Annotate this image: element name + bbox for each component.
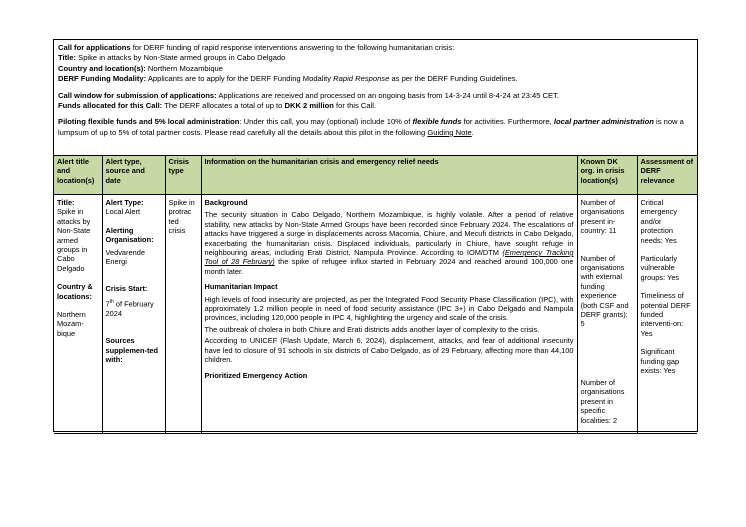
call-document [53,39,698,432]
cell-known-orgs [577,195,637,434]
impact-heading: Humanitarian Impact [204,282,278,292]
background-text-end: the spike of refugee influx started in February 2024 and reached around 100,000 one month later. [204,257,574,276]
header-alert-type: Alert type, source and date [102,156,165,195]
title-value: Spike in attacks by Non-State armed groups in Cabo Delgado [76,53,286,63]
country-label: Country & locations: [57,282,93,301]
modality-label: DERF Funding Modality: [58,74,147,84]
window-label: Call window for submission of applications: [58,90,217,100]
assessment-timeliness: Timeliness of potential DERF funded interventi-on: Yes [640,291,691,338]
action-heading: Prioritized Emergency Action [204,370,308,380]
alerting-org-value: Vedvarende Energi [105,247,145,267]
country-line [58,64,693,74]
title-line [58,53,693,63]
crisis-type-value: Spike in protrac ted crisis [168,198,195,236]
funds-label: Funds allocated for this Call: [58,101,163,111]
crisis-start-suffix: th [109,298,114,305]
window-line [58,91,693,101]
cell-crisis-type [165,195,201,434]
funds-line [58,101,693,111]
cell-alert-title [54,195,102,434]
alert-type-value: Local Alert [105,207,141,217]
orgs-in-localities: Number of organisations present in specific localities: 2 [580,377,625,425]
cell-alert-type [102,195,165,434]
funds-amount: DKK 2 million [284,101,334,111]
pilot-local-admin: local partner administration [553,117,654,127]
header-assessment: Assessment of DERF relevance [637,156,697,195]
title-label: Title: [58,53,77,63]
guiding-note-link[interactable]: Guiding Note [427,127,472,137]
orgs-funding-experience: Number of organisations with external funding experience (both CSF and DERF grants): 5 [580,253,629,329]
header-crisis-type: Crisis type [165,156,201,195]
pilot-end: . [471,127,474,137]
pilot-text-2: for activities. Furthermore, [461,117,554,127]
cell-assessment [637,195,697,434]
modality-text: Applicants are to apply for the DERF Funding Modality [146,74,334,84]
title-label: Title: [57,198,75,207]
pilot-label: Piloting flexible funds and 5% local administration [58,117,240,127]
background-text: The security situation in Cabo Delgado, Northern Mozambique, is highly volatile. After a period of relative stability, new attacks by Non-State Armed Groups have been recorded since February 2024. The escalations of attacks have triggered a surge in displacements across Macomia, Chiure, and Mecufi districts in Cabo Delgado, exacerbating the humanitarian crisis. Displaced individuals, particularly in Chiure, have sought refuge in neighbouring areas, including Erati District, Nampula Province. According to IOM/DTM [204,210,574,258]
funds-text: The DERF allocates a total of up to [162,101,285,111]
country-value: Northern Mozam-bique [57,310,86,338]
crisis-start-day: 7 [105,299,110,309]
modality-italic: Rapid Response [333,74,390,84]
assessment-vulnerable-groups: Particularly vulnerable groups: Yes [640,254,680,282]
impact-paragraph-1: High levels of food insecurity are projected, as per the Integrated Food Security Phase Classification (IPC), with approximately 1.2 million people in need of food security assistance (IPC 3+) in Cabo Delgado and Nampula provinces, including 120,000 people in IPC 4, highlighting the urgency and scale of the crisis. [204,294,574,323]
crisis-table [54,156,697,434]
country-label: Country and location(s): [58,63,146,73]
pilot-paragraph [58,117,693,138]
modality-line [58,74,693,84]
impact-paragraph-2: The outbreak of cholera in both Chiure and Erati districts adds another layer of complexity to the crisis. [204,324,540,334]
modality-text-end: as per the DERF Funding Guidelines. [389,74,518,84]
crisis-start-label: Crisis Start: [105,284,148,294]
title-value: Spike in attacks by Non-State armed groups in Cabo Delgado [57,207,91,273]
call-line [58,43,693,53]
table-row [54,195,697,434]
background-paragraph [205,210,574,276]
cell-information [201,195,577,434]
alert-type-label: Alert Type: [105,198,144,207]
emergency-tracking-link[interactable]: (Emergency Tracking Tool of 28 February) [204,248,574,267]
crisis-start-rest: of February 2024 [105,299,154,318]
alerting-org-label: Alerting Organisation: [105,225,154,245]
assessment-funding-gap: Significant funding gap exists: Yes [640,347,680,376]
header-alert-title: Alert title and location(s) [54,156,102,195]
sources-label: Sources supplemen-ted with: [105,336,159,364]
header-known-orgs: Known DK org. in crisis location(s) [577,156,637,195]
impact-paragraph-3: According to UNICEF (Flash Update, March 6, 2024), displacement, attacks, and fear of additional insecurity have led to closure of 91 schools in six districts of Cabo Delgado, as of 29 February, affecting more than 44,100 children. [204,336,574,365]
header-information: Information on the humanitarian crisis and emergency relief needs [201,156,577,195]
assessment-critical-needs: Critical emergency and/or protection needs: Yes [640,198,678,245]
funds-text-end: for this Call. [333,101,377,111]
call-text: for DERF funding of rapid response interventions answering to the following humanitarian crisis: [130,43,455,52]
pilot-flexible-funds: flexible funds [412,117,462,127]
pilot-text-3: is now a lumpsum of up to 5% of total partner costs. Please read carefully all the details about this pilot in the following [58,117,684,137]
crisis-start-value [106,298,162,318]
table-header-row [54,156,697,195]
call-label: Call for applications [58,43,131,52]
country-value: Northern Mozambique [145,63,223,73]
call-intro [54,40,697,156]
background-heading: Background [204,198,248,207]
orgs-in-country: Number of organisations present in-country: 11 [580,198,625,236]
window-text: Applications are received and processed on an ongoing basis from 14-3-24 until 8-4-24 at 23:45 CET. [216,90,559,100]
pilot-text: : Under this call, you may (optional) include 10% of [239,117,413,127]
